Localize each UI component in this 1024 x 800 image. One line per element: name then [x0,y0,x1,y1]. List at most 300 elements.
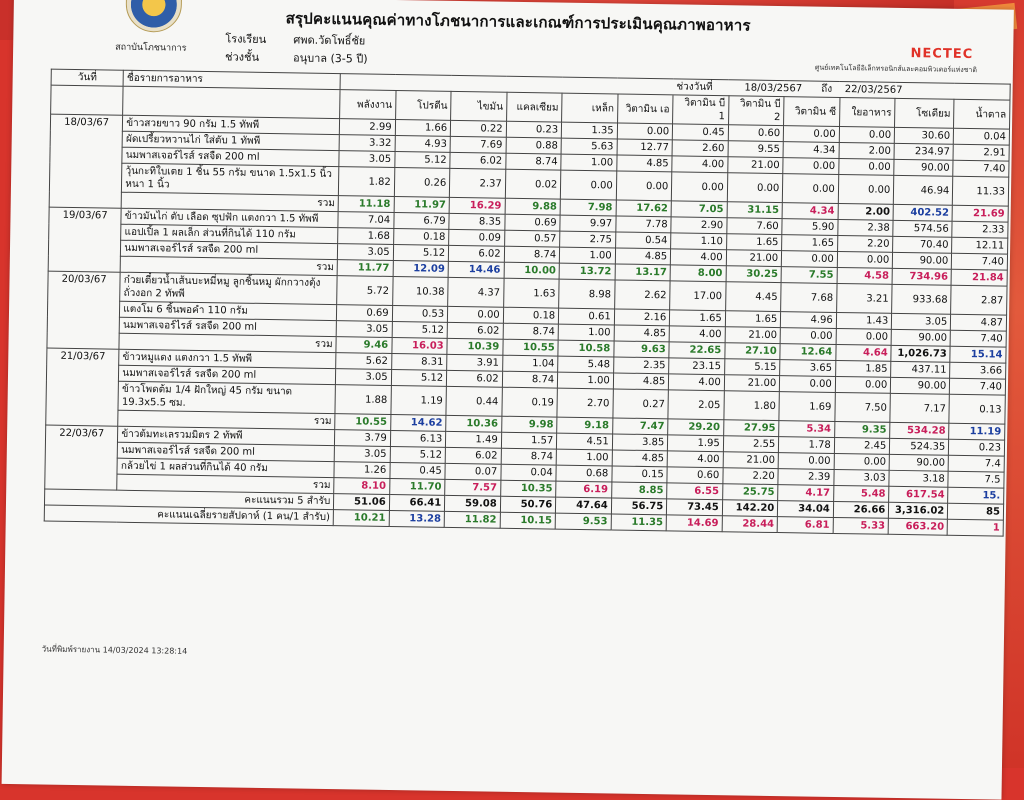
nutrient-value: 1.68 [338,228,394,245]
report-title: สรุปคะแนนคุณค่าทางโภชนาการและเกณฑ์การประเมินคุณภาพอาหาร [285,9,751,35]
total-value: 13.17 [615,264,671,281]
nutrient-value: 8.35 [449,213,505,230]
nutrient-value: 2.39 [778,469,834,486]
nutrient-value: 2.60 [672,140,728,157]
total-value: 2.00 [838,203,894,220]
average-row-value: 5.33 [833,517,889,534]
nutrient-value: 2.37 [450,168,506,198]
total-value: 22.65 [669,342,725,359]
col-header-nutrient: น้ำตาล [954,99,1010,129]
nutrient-value: 1.10 [671,233,727,250]
report-paper [2,0,1014,800]
nutrient-value: 12.11 [952,237,1008,254]
nectec-logo: NECTEC [910,46,974,63]
nutrient-value: 5.12 [394,151,450,168]
average-row-value: 9.53 [555,513,611,530]
nutrient-value: 3.32 [339,135,395,152]
nutrient-value: 0.57 [504,230,560,247]
nutrient-value: 6.02 [449,245,505,262]
summary-row-value: 3,316.02 [889,502,948,519]
col-header-nutrient: วิตามิน บี 1 [673,95,729,125]
food-name: นมพาสเจอร์ไรส์ รสจืด 200 ml [119,365,336,384]
total-value: 4.17 [778,485,834,502]
day-date: 19/03/67 [48,207,121,272]
nutrient-value: 1.57 [501,432,557,449]
nutrient-value: 7.17 [890,393,949,423]
nutrient-value: 8.98 [559,279,615,309]
nutrient-value: 5.12 [393,244,449,261]
summary-row-value: 51.06 [334,494,390,511]
nutrient-value: 0.00 [778,453,834,470]
table-body [44,114,1009,536]
nutrient-value: 4.85 [612,450,668,467]
nutrient-value: 1.00 [560,247,616,264]
nutrient-value: 3.05 [334,446,390,463]
nutrient-value: 5.63 [561,138,617,155]
nutrient-value: 1.65 [670,310,726,327]
nutrient-value: 1.00 [558,372,614,389]
total-value: 10.36 [446,415,502,432]
nutrient-value: 1.85 [835,360,891,377]
nutrient-value: 6.02 [445,447,501,464]
nutrient-value: 0.00 [561,170,617,200]
nutrient-value: 1.78 [779,437,835,454]
average-row-value: 10.21 [333,510,389,527]
nutrient-value: 0.18 [393,228,449,245]
nutrient-value: 4.34 [783,142,839,159]
col-header-day: วันที่ [51,69,124,86]
total-value: 31.15 [727,202,783,219]
nutrient-value: 7.40 [950,330,1006,347]
nutrient-value: 0.07 [445,463,501,480]
total-label: รวม [121,192,338,211]
nutrient-value: 0.54 [615,232,671,249]
total-value: 4.64 [836,344,892,361]
nutrient-value: 1.00 [558,324,614,341]
nutrient-value: 9.97 [560,215,616,232]
total-value: 25.75 [722,484,778,501]
nutrient-value: 0.00 [839,126,895,143]
nutrient-value: 6.02 [450,152,506,169]
nutrient-value: 1.95 [668,435,724,452]
total-value: 7.57 [445,479,501,496]
nutrient-value: 2.05 [668,390,724,420]
nutrient-value: 4.96 [781,312,837,329]
institute-name: สถาบันโภชนาการ [115,42,187,54]
nutrient-value: 2.35 [613,357,669,374]
nutrient-value: 0.00 [835,376,891,393]
summary-row-value: 66.41 [389,494,445,511]
nutrient-value: 90.00 [893,252,952,269]
nutrient-value: 1.69 [779,392,835,422]
col-header-nutrient: เหล็ก [562,93,618,123]
nutrient-value: 4.85 [614,325,670,342]
nutrient-value: 8.74 [502,371,558,388]
nutrient-value: 4.37 [448,277,504,307]
nutrient-value: 2.20 [723,468,779,485]
total-value: 10.58 [558,340,614,357]
summary-row-value: 73.45 [667,499,723,516]
nutrient-value: 0.00 [617,123,673,140]
nutrient-value: 7.78 [616,216,672,233]
nutrient-value: 5.15 [724,359,780,376]
average-row-value: 663.20 [888,518,947,535]
nutrient-value: 0.27 [613,389,669,419]
nutrient-value: 46.94 [894,175,953,205]
nutrient-value: 23.15 [669,358,725,375]
total-label: รวม [119,333,336,352]
nutrient-value: 1.65 [725,311,781,328]
nutrient-value: 2.55 [723,436,779,453]
total-value: 11.70 [389,478,445,495]
total-value: 13.72 [559,263,615,280]
nutrient-value: 3.79 [335,430,391,447]
total-value: 9.46 [336,337,392,354]
nutrient-value: 0.00 [783,158,839,175]
food-name: วุ้นกะทิใบเตย 1 ชิ้น 55 กรัม ขนาด 1.5x1.5 นิ้ว หนา 1 นิ้ว [122,163,339,195]
nutrient-value: 574.56 [893,220,952,237]
day-date: 22/03/67 [45,425,118,490]
total-value: 29.20 [668,419,724,436]
col-header-nutrient: โซเดียม [895,98,954,128]
nutrient-value: 0.15 [612,466,668,483]
nutrient-value: 2.91 [953,144,1009,161]
food-name: ข้าวโพดต้ม 1/4 ฝักใหญ่ 45 กรัม ขนาด 19.3x5.5 ซม. [118,381,335,413]
nutrient-value: 1.63 [503,278,559,308]
nutrient-value: 7.5 [948,471,1004,488]
total-value: 6.19 [556,481,612,498]
col-header-blank [123,86,340,118]
total-value: 21.69 [952,205,1008,222]
nutrient-value: 30.60 [895,127,954,144]
nutrient-value: 7.40 [952,253,1008,270]
nutrient-value: 1.00 [561,154,617,171]
col-header-nutrient: ไขมัน [451,91,507,121]
total-value: 7.98 [560,199,616,216]
nutrient-value: 21.00 [725,327,781,344]
nutrient-value: 1.19 [391,385,447,415]
total-value: 11.19 [949,423,1005,440]
nutrient-value: 21.00 [726,250,782,267]
total-value: 8.00 [670,265,726,282]
nutrient-value: 5.12 [392,321,448,338]
nutrient-value: 11.33 [953,176,1009,206]
total-value: 617.54 [889,486,948,503]
nutrient-value: 12.77 [617,139,673,156]
nutrient-value: 7.60 [727,218,783,235]
summary-row-value: 56.75 [611,498,667,515]
nutrient-value: 0.00 [838,174,894,204]
total-value: 15. [948,487,1004,504]
nutrient-value: 5.90 [782,219,838,236]
nutrient-value: 4.51 [557,433,613,450]
nutrient-value: 4.93 [395,136,451,153]
summary-row-value: 142.20 [722,500,778,517]
level-value: อนุบาล (3-5 ปี) [292,51,368,66]
total-value: 9.35 [834,421,890,438]
total-value: 12.09 [393,260,449,277]
nutrient-value: 21.00 [723,452,779,469]
nutrient-value: 0.00 [727,173,783,203]
nutrient-value: 933.68 [892,284,951,314]
nutrient-value: 4.00 [671,249,727,266]
print-date: วันที่พิมพ์รายงาน 14/03/2024 13:28:14 [41,644,188,656]
nutrient-value: 10.38 [392,276,448,306]
average-row-value: 13.28 [389,510,445,527]
average-row-value: 11.82 [444,511,500,528]
food-name: ผัดเปรี้ยวหวานไก่ ใส่ตับ 1 ทัพพี [122,131,339,150]
nutrient-value: 0.19 [502,387,558,417]
nutrient-value: 3.21 [836,283,892,313]
nutrient-value: 2.70 [557,388,613,418]
total-value: 5.48 [833,485,889,502]
nutrient-value: 90.00 [891,329,950,346]
nutrient-value: 4.00 [672,156,728,173]
nutrient-value: 524.35 [890,438,949,455]
food-name: ข้าวต้มทะเลรวมมิตร 2 ทัพพี [118,426,335,445]
nutrient-value: 4.00 [667,451,723,468]
nutrient-value: 21.00 [728,157,784,174]
nutrient-value: 3.03 [834,469,890,486]
nutrient-value: 21.00 [724,375,780,392]
nutrient-value: 1.43 [836,312,892,329]
nutrient-value: 2.20 [837,235,893,252]
nutrient-value: 0.88 [506,137,562,154]
nutrient-value: 5.12 [391,369,447,386]
total-value: 8.85 [611,482,667,499]
nutrient-value: 234.97 [894,143,953,160]
nutrient-value: 3.65 [780,360,836,377]
to-label: ถึง [821,83,833,95]
nutrient-value: 2.99 [339,119,395,136]
nutrient-value: 4.00 [669,374,725,391]
nutrient-value: 8.31 [391,353,447,370]
average-row-value: 28.44 [722,516,778,533]
nutrient-value: 0.00 [783,174,839,204]
total-value: 11.97 [394,196,450,213]
total-value: 7.05 [671,201,727,218]
nutrient-value: 7.40 [950,378,1006,395]
nutrient-value: 5.72 [337,276,393,306]
total-value: 21.84 [951,269,1007,286]
day-date: 20/03/67 [47,271,120,349]
average-row-value: 11.35 [611,514,667,531]
summary-row-value: 26.66 [833,501,889,518]
nutrient-value: 1.82 [339,167,395,197]
nutrient-value: 2.90 [671,217,727,234]
food-name: ข้าวมันไก่ ตับ เลือด ซุปฟัก แตงกวา 1.5 ทัพพี [121,208,338,227]
nutrient-value: 7.68 [781,283,837,313]
total-value: 27.10 [725,343,781,360]
nutrient-value: 90.00 [891,377,950,394]
food-name: แอปเปิ้ล 1 ผลเล็ก ส่วนที่กินได้ 110 กรัม [121,224,338,243]
food-name: กล้วยไข่ 1 ผลส่วนที่กินได้ 40 กรัม [117,458,334,477]
nutrient-value: 8.74 [501,448,557,465]
nutrient-value: 4.85 [613,373,669,390]
nutrition-table-wrap [44,69,1011,537]
food-name: ก๋วยเตี๋ยวน้ำเส้นบะหมี่หมู ลูกชิ้นหมู ผักกวางตุ้ง ถั่วงอก 2 ทัพพี [120,272,337,304]
nutrient-value: 6.02 [447,370,503,387]
total-value: 9.98 [501,416,557,433]
total-value: 6.55 [667,483,723,500]
nutrient-value: 0.00 [672,172,728,202]
total-value: 10.35 [500,480,556,497]
nutrient-value: 0.45 [390,462,446,479]
total-value: 10.39 [447,338,503,355]
day-date: 18/03/67 [49,114,123,208]
nutrition-table [44,69,1011,537]
nutrient-value: 1.00 [556,449,612,466]
total-value: 10.55 [335,414,391,431]
nutrient-value: 2.87 [951,285,1007,315]
total-value: 9.88 [505,198,561,215]
nutrient-value: 2.16 [614,309,670,326]
total-value: 5.34 [779,421,835,438]
nutrient-value: 3.18 [889,470,948,487]
nutrient-value: 3.85 [612,434,668,451]
total-value: 15.14 [950,346,1006,363]
average-row-value: 14.69 [666,515,722,532]
nutrient-value: 17.00 [670,281,726,311]
nutrient-value: 0.23 [949,439,1005,456]
nutrient-value: 6.02 [447,322,503,339]
nutrient-value: 1.65 [782,235,838,252]
nutrient-value: 7.4 [948,455,1004,472]
institute-logo-icon [125,0,182,33]
total-value: 534.28 [890,422,949,439]
food-name: นมพาสเจอร์ไรส์ รสจืด 200 ml [119,317,336,336]
total-value: 27.95 [723,420,779,437]
total-value: 16.03 [392,337,448,354]
col-header-nutrient: วิตามิน ซี [784,97,840,127]
nectec-subtitle: ศูนย์เทคโนโลยีอิเล็กทรอนิกส์และคอมพิวเตอร์แห่งชาติ [814,63,977,75]
level-label: ช่วงชั้น [224,50,260,64]
nutrient-value: 2.62 [614,280,670,310]
day-date: 21/03/67 [46,348,119,426]
nutrient-value: 1.65 [726,234,782,251]
total-value: 9.18 [557,417,613,434]
nutrient-value: 9.55 [728,141,784,158]
total-label: รวม [118,410,335,429]
food-name: นมพาสเจอร์ไรส์ รสจืด 200 ml [122,147,339,166]
nutrient-value: 3.05 [892,313,951,330]
col-header-nutrient: พลังงาน [340,90,396,120]
nutrient-value: 2.00 [839,142,895,159]
nutrient-value: 0.53 [392,305,448,322]
nutrient-value: 4.85 [615,248,671,265]
total-value: 7.55 [781,267,837,284]
nutrient-value: 8.74 [504,246,560,263]
total-value: 734.96 [892,268,951,285]
average-row-label: คะแนนเฉลี่ยรายสัปดาห์ (1 คน/1 สำรับ) [44,505,333,526]
summary-row-value: 85 [948,503,1004,520]
summary-row-value: 59.08 [445,495,501,512]
nutrient-value: 0.04 [501,464,557,481]
nutrient-value: 5.12 [390,446,446,463]
nutrient-value: 4.85 [617,155,673,172]
nutrient-value: 7.04 [338,212,394,229]
nutrient-value: 2.75 [560,231,616,248]
nutrient-value: 5.48 [558,356,614,373]
nutrient-value: 0.68 [556,465,612,482]
nutrient-value: 7.69 [450,136,506,153]
nutrient-value: 0.02 [505,169,561,199]
nutrient-value: 0.69 [505,214,561,231]
nutrient-value: 0.69 [337,305,393,322]
total-value: 10.55 [503,339,559,356]
nutrient-value: 0.23 [506,121,562,138]
total-value: 12.64 [780,344,836,361]
nutrient-value: 0.18 [503,307,559,324]
nutrient-value: 2.33 [952,221,1008,238]
nutrient-value: 0.00 [780,376,836,393]
nutrient-value: 6.79 [394,212,450,229]
nutrient-value: 0.60 [728,125,784,142]
school-value: ศพด.วัดโพธิ์ชัย [293,33,366,48]
total-label: รวม [117,474,334,493]
nutrient-value: 437.11 [891,361,950,378]
nutrient-value: 0.22 [450,120,506,137]
nutrient-value: 3.05 [336,369,392,386]
total-value: 14.62 [390,414,446,431]
nutrient-value: 0.00 [616,171,672,201]
total-value: 10.00 [504,262,560,279]
nutrient-value: 6.13 [390,430,446,447]
summary-row-label: คะแนนรวม 5 สำรับ [44,489,333,510]
nutrient-value: 3.66 [950,362,1006,379]
total-value: 1,026.73 [891,345,950,362]
nutrient-value: 1.80 [724,391,780,421]
nutrient-value: 1.49 [446,431,502,448]
total-value: 11.18 [338,196,394,213]
nutrient-value: 0.04 [954,128,1010,145]
nutrient-value: 0.00 [836,328,892,345]
nutrient-value: 7.40 [953,160,1009,177]
nutrient-value: 0.00 [839,158,895,175]
nutrient-value: 0.00 [784,126,840,143]
nutrient-value: 2.45 [834,437,890,454]
nutrient-value: 70.40 [893,236,952,253]
total-value: 16.29 [449,197,505,214]
average-row-value: 1 [947,519,1003,536]
nutrient-value: 0.09 [449,229,505,246]
col-header-nutrient: แคลเซียม [506,92,562,122]
total-value: 8.10 [334,478,390,495]
nutrient-value: 0.45 [673,124,729,141]
nutrient-value: 0.60 [667,467,723,484]
nutrient-value: 3.91 [447,354,503,371]
nutrient-value: 4.87 [951,314,1007,331]
nutrient-value: 3.05 [339,151,395,168]
summary-row-value: 50.76 [500,496,556,513]
col-header-nutrient: วิตามิน เอ [617,94,673,124]
nutrient-value: 0.00 [782,251,838,268]
nutrient-value: 0.00 [837,251,893,268]
nutrient-value: 2.38 [838,219,894,236]
total-value: 9.63 [614,341,670,358]
total-value: 4.34 [782,203,838,220]
nutrient-value: 8.74 [503,323,559,340]
food-name: นมพาสเจอร์ไรส์ รสจืด 200 ml [118,442,335,461]
nutrient-value: 0.26 [394,167,450,197]
total-value: 30.25 [726,266,782,283]
nutrient-value: 3.05 [338,244,394,261]
summary-row-value: 34.04 [778,501,834,518]
total-value: 11.77 [337,260,393,277]
col-header-nutrient: โปรตีน [395,91,451,121]
nutrient-value: 7.50 [835,392,891,422]
nutrient-value: 4.00 [669,326,725,343]
